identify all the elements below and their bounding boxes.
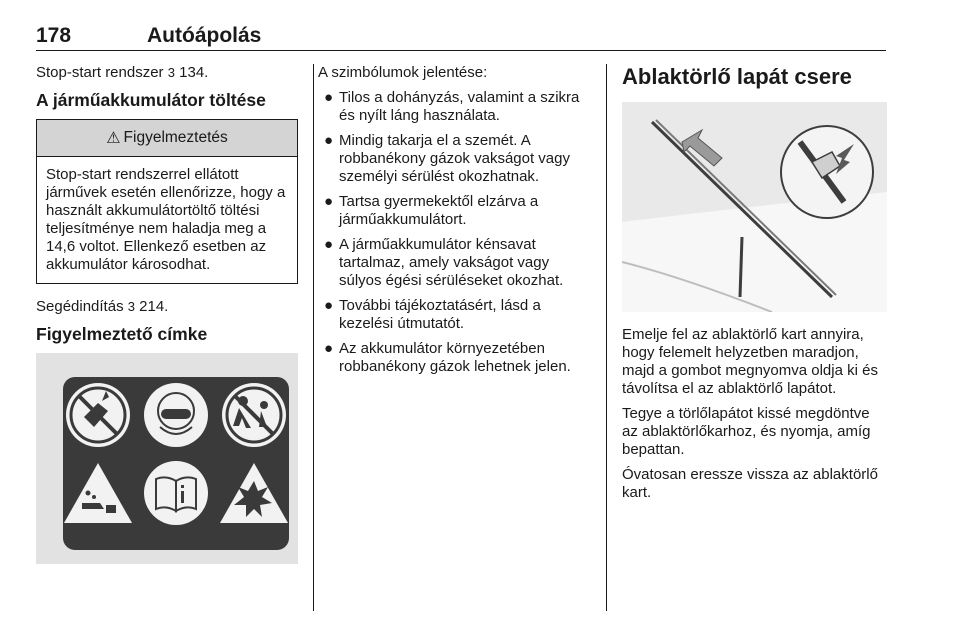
column-2 [318, 64, 588, 383]
battery-warning-label-illustration [36, 353, 298, 564]
symbol-meanings-list [318, 89, 588, 376]
column-divider [313, 64, 314, 611]
wiper-blade-heading: Ablaktörlő lapát csere [622, 64, 852, 89]
jumpstart-reference: Segédindítás 3 214. [36, 298, 169, 315]
symbols-intro: A szimbólumok jelentése: [318, 64, 488, 81]
keep-away-from-children-icon [222, 383, 286, 447]
instruction-paragraph: Óvatosan eressze vissza az ablaktörlő kart. [622, 466, 878, 501]
reference-link[interactable]: 214. [139, 298, 169, 315]
list-item: ● Az akkumulátor környezetében robbanékony gázok lehetnek jelen. [324, 340, 571, 375]
stop-start-reference: Stop-start rendszer 3 134. [36, 64, 209, 81]
instruction-paragraph: Emelje fel az ablaktörlő kart annyira, hogy felemelt helyzetben maradjon, majd a gombot megnyomva oldja ki és távolítsa el az ablaktörlő lapátot. [622, 326, 878, 397]
list-item: ● További tájékoztatásért, lásd a kezelési útmutatót. [324, 297, 541, 332]
warning-box [36, 119, 298, 284]
instruction-paragraph: Tegye a törlőlapátot kissé megdöntve az ablaktörlőkarhoz, és nyomja, amíg bepattan. [622, 405, 871, 458]
bullet-icon: ● [324, 89, 334, 106]
page-reference-arrow-icon: 3 [127, 299, 135, 314]
warning-triangle-icon: ⚠ [106, 130, 121, 147]
eye-protection-icon [144, 383, 208, 447]
warning-body: Stop-start rendszerrel ellátott járművek esetén ellenőrizze, hogy a használt akkumulátortöltő töltési teljesítménye nem haladja meg a 14,6 voltot. Ellenkező esetben az akkumulátor károsodhat. [46, 166, 286, 273]
battery-warning-label-figure [36, 353, 298, 564]
list-item: ● Tartsa gyermekektől elzárva a járműakkumulátort. [324, 193, 539, 228]
warning-header [37, 120, 297, 157]
wiper-blade-illustration [622, 102, 887, 312]
column-1 [36, 64, 298, 564]
chapter-title: Autóápolás [147, 24, 262, 47]
list-item: ● Mindig takarja el a szemét. A robbanékony gázok vakságot vagy személyi sérülést okozhatnak. [324, 132, 570, 185]
warning-label-heading: Figyelmeztető címke [36, 324, 208, 344]
reference-link[interactable]: 134. [179, 64, 209, 81]
column-3 [622, 64, 887, 509]
warning-title: Figyelmeztetés [123, 129, 228, 146]
list-item: ● A járműakkumulátor kénsavat tartalmaz, amely vakságot vagy súlyos égési sérüléseket okozhat. [324, 236, 564, 289]
bullet-icon: ● [324, 236, 334, 253]
read-manual-icon [144, 461, 208, 525]
wiper-blade-figure [622, 102, 887, 312]
bullet-icon: ● [324, 132, 334, 149]
list-item: ● Tilos a dohányzás, valamint a szikra és nyílt láng használata. [324, 89, 580, 124]
column-divider [606, 64, 607, 611]
page-number: 178 [36, 24, 72, 47]
bullet-icon: ● [324, 340, 334, 357]
no-smoking-icon [66, 383, 130, 447]
page-reference-arrow-icon: 3 [167, 65, 175, 80]
bullet-icon: ● [324, 193, 334, 210]
page-header [36, 22, 886, 51]
bullet-icon: ● [324, 297, 334, 314]
battery-charging-heading: A járműakkumulátor töltése [36, 90, 266, 110]
